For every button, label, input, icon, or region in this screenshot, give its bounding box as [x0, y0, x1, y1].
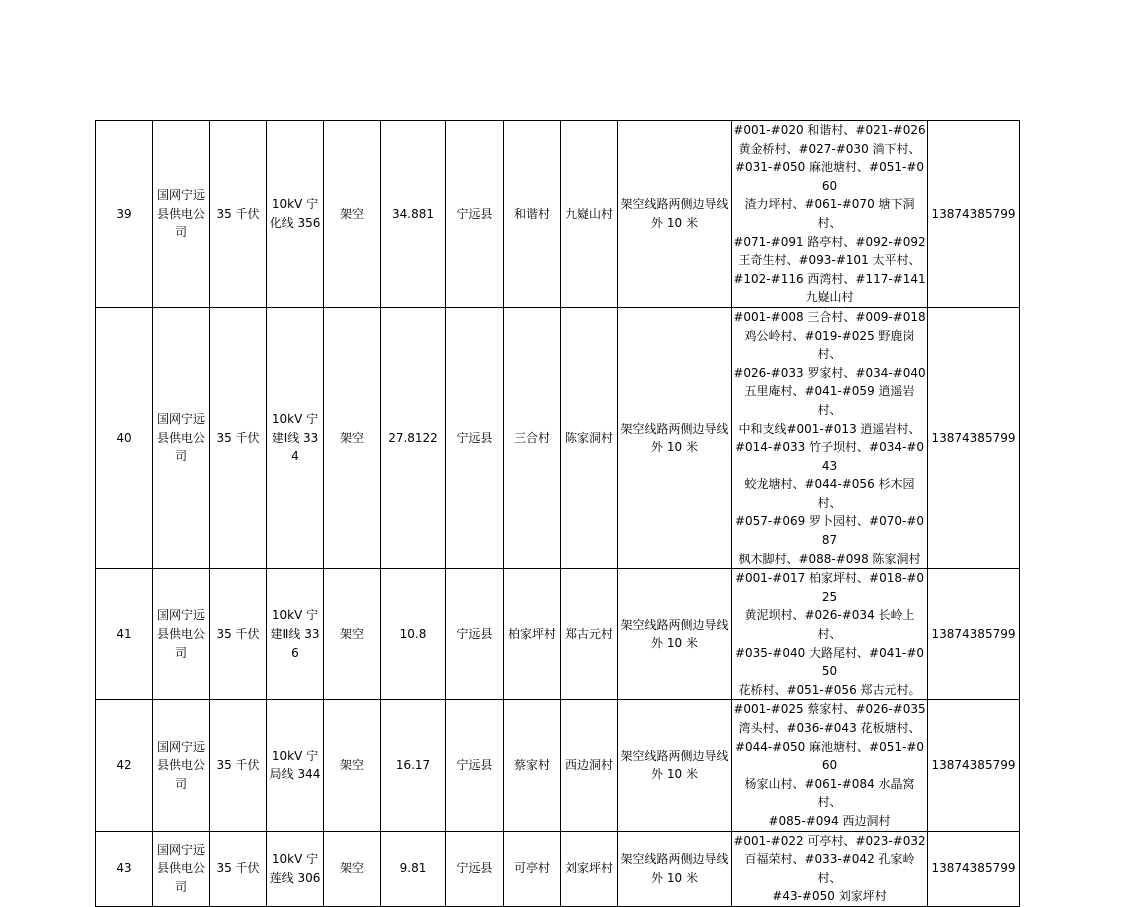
- cell-start: 可亭村: [504, 831, 561, 906]
- cell-no: 39: [96, 121, 153, 308]
- table-row: [96, 121, 1020, 308]
- cell-end: 西边洞村: [561, 700, 618, 831]
- cell-length: 9.81: [381, 831, 446, 906]
- village-line: #102-#116 西湾村、#117-#141: [733, 271, 926, 286]
- cell-type: 架空: [324, 121, 381, 308]
- cell-phone: 13874385799: [928, 307, 1020, 568]
- cell-start: 三合村: [504, 307, 561, 568]
- cell-length: 16.17: [381, 700, 446, 831]
- village-line: 中和支线#001-#013 逍遥岩村、: [738, 421, 921, 436]
- village-line: #031-#050 麻池塘村、#051-#060: [734, 160, 925, 193]
- cell-county: 宁远县: [446, 700, 504, 831]
- village-line: #001-#008 三合村、#009-#018: [733, 309, 926, 324]
- cell-villages: [732, 700, 928, 831]
- village-line: #001-#020 和谐村、#021-#026: [733, 123, 926, 137]
- cell-range: 架空线路两侧边导线外 10 米: [618, 307, 732, 568]
- cell-start: 和谐村: [504, 121, 561, 308]
- village-line: #035-#040 大路尾村、#041-#050: [734, 645, 925, 679]
- village-line: #014-#033 竹子坝村、#034-#043: [734, 440, 925, 473]
- village-line: #085-#094 西边洞村: [768, 813, 891, 828]
- cell-unit: 国网宁远县供电公司: [153, 700, 210, 831]
- village-line: #071-#091 路亭村、#092-#092: [733, 234, 926, 249]
- cell-type: 架空: [324, 831, 381, 906]
- cell-county: 宁远县: [446, 569, 504, 700]
- power-line-table: [95, 120, 1020, 907]
- village-line: 枫木脚村、#088-#098 陈家洞村: [738, 551, 921, 566]
- cell-start: 柏家坪村: [504, 569, 561, 700]
- village-line: #026-#033 罗家村、#034-#040: [733, 365, 926, 380]
- cell-villages: [732, 307, 928, 568]
- cell-line: 10kV 宁化线 356: [267, 121, 324, 308]
- village-line: 王奇生村、#093-#101 太平村、: [738, 253, 921, 268]
- cell-villages: [732, 121, 928, 308]
- cell-voltage: 35 千伏: [210, 831, 267, 906]
- cell-no: 43: [96, 831, 153, 906]
- cell-voltage: 35 千伏: [210, 121, 267, 308]
- village-line: 黄金桥村、#027-#030 淌下村、: [738, 141, 921, 156]
- cell-type: 架空: [324, 569, 381, 700]
- cell-range: 架空线路两侧边导线外 10 米: [618, 700, 732, 831]
- cell-end: 陈家洞村: [561, 307, 618, 568]
- table-row: [96, 700, 1020, 831]
- table-row: [96, 569, 1020, 700]
- village-line: 蛟龙塘村、#044-#056 杉木园村、: [744, 477, 915, 510]
- cell-length: 10.8: [381, 569, 446, 700]
- village-line: 百福荣村、#033-#042 孔家岭村、: [744, 852, 915, 885]
- cell-voltage: 35 千伏: [210, 307, 267, 568]
- cell-type: 架空: [324, 307, 381, 568]
- cell-no: 42: [96, 700, 153, 831]
- cell-line: 10kV 宁建Ⅱ线 336: [267, 569, 324, 700]
- village-line: 九嶷山村: [805, 290, 854, 305]
- cell-length: 34.881: [381, 121, 446, 308]
- cell-end: 刘家坪村: [561, 831, 618, 906]
- village-line: 五里庵村、#041-#059 逍遥岩村、: [744, 384, 915, 417]
- village-line: 鸡公岭村、#019-#025 野鹿岗村、: [744, 328, 915, 362]
- village-line: #001-#017 柏家坪村、#018-#025: [734, 571, 925, 604]
- cell-range: 架空线路两侧边导线外 10 米: [618, 569, 732, 700]
- village-line: #001-#022 可亭村、#023-#032: [733, 833, 926, 848]
- village-line: 花桥村、#051-#056 郑古元村。: [738, 682, 921, 697]
- table-body: [96, 121, 1020, 907]
- village-line: 黄泥坝村、#026-#034 长岭上村、: [744, 608, 915, 642]
- cell-line: 10kV 宁建Ⅰ线 334: [267, 307, 324, 568]
- cell-unit: 国网宁远县供电公司: [153, 831, 210, 906]
- cell-phone: 13874385799: [928, 569, 1020, 700]
- cell-voltage: 35 千伏: [210, 569, 267, 700]
- cell-start: 蔡家村: [504, 700, 561, 831]
- cell-phone: 13874385799: [928, 831, 1020, 906]
- cell-phone: 13874385799: [928, 121, 1020, 308]
- cell-villages: [732, 831, 928, 906]
- village-line: 杨家山村、#061-#084 水晶窝村、: [744, 776, 915, 810]
- village-line: 湾头村、#036-#043 花板塘村、: [738, 721, 921, 735]
- cell-unit: 国网宁远县供电公司: [153, 121, 210, 308]
- cell-no: 41: [96, 569, 153, 700]
- cell-unit: 国网宁远县供电公司: [153, 569, 210, 700]
- cell-county: 宁远县: [446, 831, 504, 906]
- village-line: #001-#025 蔡家村、#026-#035: [733, 702, 926, 717]
- table-row: [96, 831, 1020, 906]
- cell-range: 架空线路两侧边导线外 10 米: [618, 121, 732, 308]
- village-line: #43-#050 刘家坪村: [772, 889, 887, 904]
- table-row: [96, 307, 1020, 568]
- cell-no: 40: [96, 307, 153, 568]
- cell-end: 郑古元村: [561, 569, 618, 700]
- village-line: 渣力坪村、#061-#070 塘下洞村、: [744, 197, 915, 230]
- cell-line: 10kV 宁莲线 306: [267, 831, 324, 906]
- cell-length: 27.8122: [381, 307, 446, 568]
- cell-villages: [732, 569, 928, 700]
- cell-unit: 国网宁远县供电公司: [153, 307, 210, 568]
- cell-type: 架空: [324, 700, 381, 831]
- cell-range: 架空线路两侧边导线外 10 米: [618, 831, 732, 906]
- cell-county: 宁远县: [446, 121, 504, 308]
- cell-county: 宁远县: [446, 307, 504, 568]
- cell-phone: 13874385799: [928, 700, 1020, 831]
- cell-line: 10kV 宁局线 344: [267, 700, 324, 831]
- cell-voltage: 35 千伏: [210, 700, 267, 831]
- village-line: #057-#069 罗卜园村、#070-#087: [734, 514, 925, 548]
- village-line: #044-#050 麻池塘村、#051-#060: [734, 739, 925, 773]
- cell-end: 九嶷山村: [561, 121, 618, 308]
